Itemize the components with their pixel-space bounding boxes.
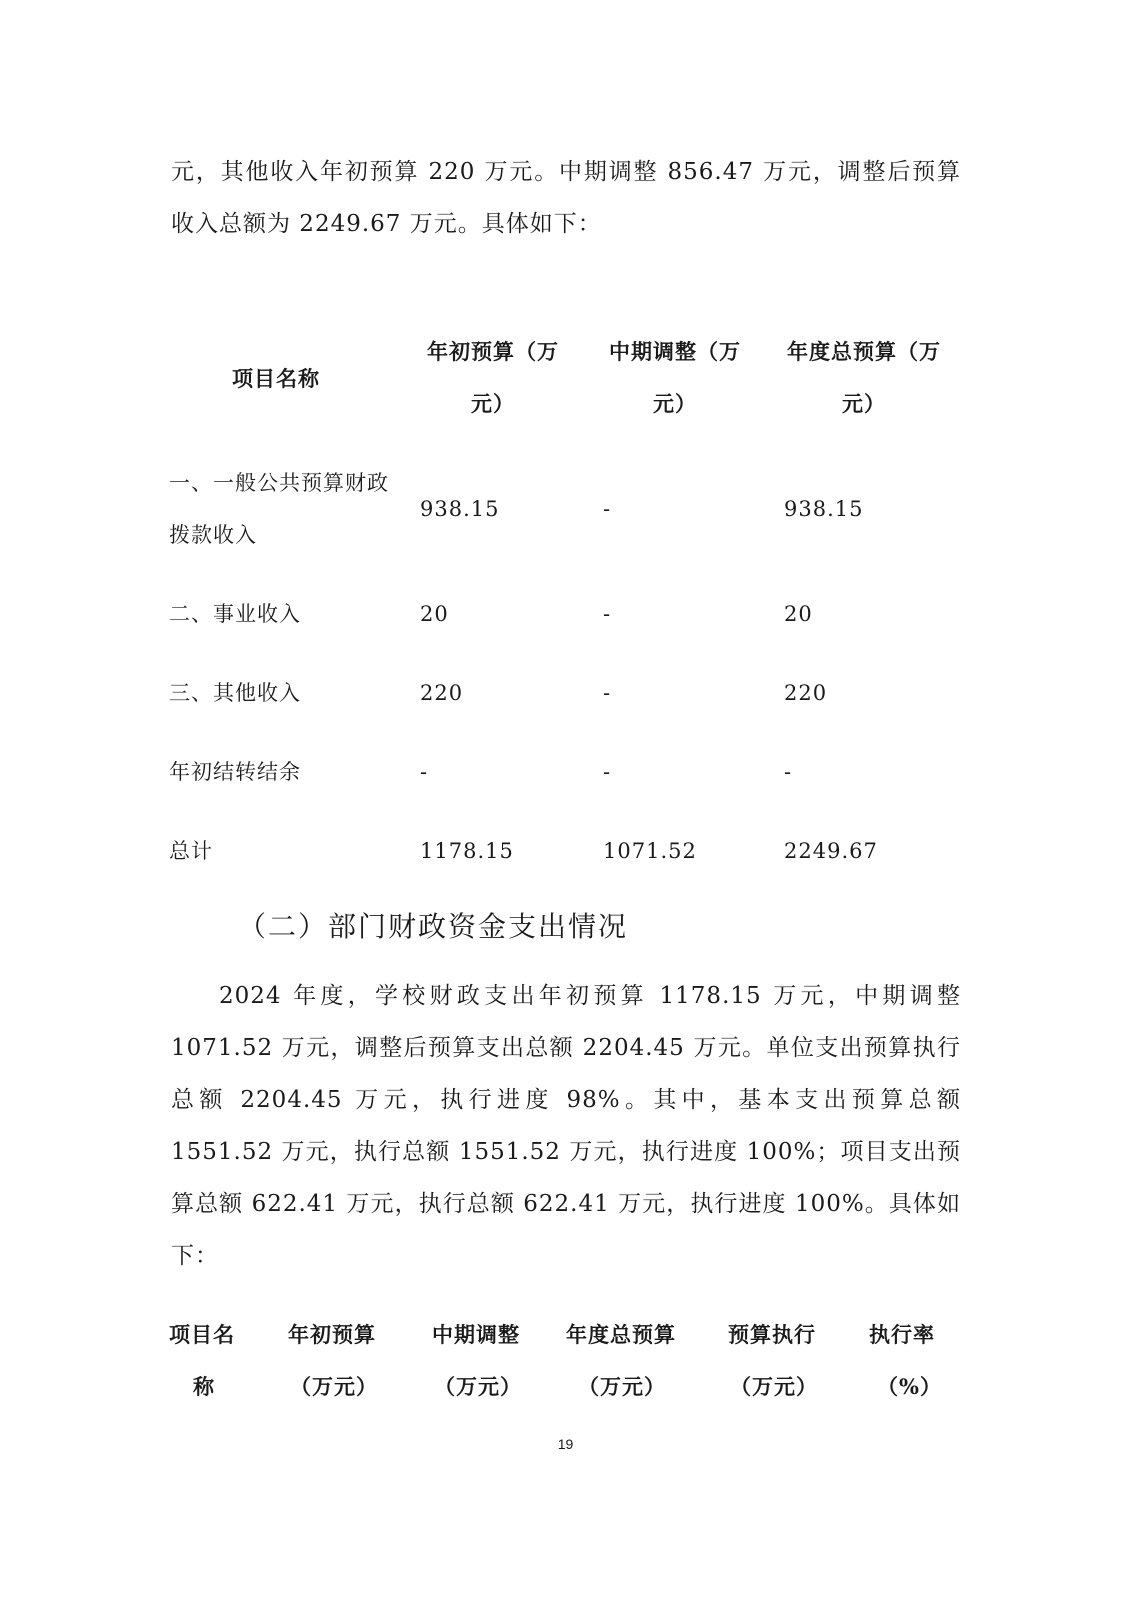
income-row-initial: 1178.15 bbox=[420, 839, 514, 863]
income-header-total-line2: 元） bbox=[842, 391, 886, 416]
income-header-mid-line2: 元） bbox=[653, 391, 697, 416]
income-header-name: 项目名称 bbox=[232, 366, 320, 391]
income-row-mid: - bbox=[603, 497, 612, 521]
income-row-initial: 220 bbox=[420, 681, 464, 705]
income-row-name: 二、事业收入 bbox=[169, 602, 301, 626]
expense-header-total-line1: 年度总预算 bbox=[566, 1322, 676, 1347]
income-row-initial: 20 bbox=[420, 602, 449, 626]
income-header-total-line1: 年度总预算（万 bbox=[787, 339, 941, 364]
income-row-initial: - bbox=[420, 760, 429, 784]
income-row-total: 220 bbox=[784, 681, 828, 705]
income-header-initial-line2: 元） bbox=[471, 391, 515, 416]
expense-paragraph: 2024 年度，学校财政支出年初预算 1178.15 万元，中期调整 1071.52 万元，调整后预算支出总额 2204.45 万元。单位支出预算执行总额 2204.45 万元，执行进度 98%。其中，基本支出预算总额 1551.52 万元，执行总额 1551.52 万元，执行进度 100%；项目支出预算总额 622.41 万元，执行总额 622.41 万元，执行进度 100%。具体如下： bbox=[171, 983, 961, 1269]
expense-header-executed-line2: （万元） bbox=[730, 1374, 818, 1399]
income-row-mid: - bbox=[603, 681, 612, 705]
expense-header-mid-line1: 中期调整 bbox=[432, 1322, 520, 1347]
income-header-mid-line1: 中期调整（万 bbox=[609, 339, 741, 364]
income-row-mid: - bbox=[603, 760, 612, 784]
section-title: （二）部门财政资金支出情况 bbox=[238, 910, 629, 943]
income-row-total: 2249.67 bbox=[784, 839, 878, 863]
income-row-name: 三、其他收入 bbox=[169, 681, 301, 705]
income-row-total: 938.15 bbox=[784, 497, 864, 521]
expense-header-rate-line2: （%） bbox=[877, 1374, 942, 1399]
income-row-total: 20 bbox=[784, 602, 813, 626]
income-row-name: 总计 bbox=[169, 839, 213, 863]
expense-header-total-line2: （万元） bbox=[578, 1374, 666, 1399]
income-row-total: - bbox=[784, 760, 793, 784]
income-row-name: 拨款收入 bbox=[169, 523, 257, 547]
intro-paragraph: 元，其他收入年初预算 220 万元。中期调整 856.47 万元，调整后预算收入总额为 2249.67 万元。具体如下： bbox=[171, 159, 961, 237]
expense-header-mid-line2: （万元） bbox=[434, 1374, 522, 1399]
income-row-mid: - bbox=[603, 602, 612, 626]
expense-header-rate-line1: 执行率 bbox=[869, 1322, 935, 1347]
expense-header-name-line1: 项目名 bbox=[169, 1322, 235, 1347]
expense-header-executed-line1: 预算执行 bbox=[728, 1322, 816, 1347]
expense-header-name-line2: 称 bbox=[193, 1374, 215, 1399]
income-row-name: 年初结转结余 bbox=[169, 760, 301, 784]
page-number: 19 bbox=[557, 1436, 574, 1452]
income-header-initial-line1: 年初预算（万 bbox=[427, 339, 559, 364]
income-row-name: 一、一般公共预算财政 bbox=[169, 471, 389, 495]
expense-header-initial-line2: （万元） bbox=[290, 1374, 378, 1399]
income-row-mid: 1071.52 bbox=[603, 839, 697, 863]
income-row-initial: 938.15 bbox=[420, 497, 500, 521]
expense-header-initial-line1: 年初预算 bbox=[288, 1322, 376, 1347]
